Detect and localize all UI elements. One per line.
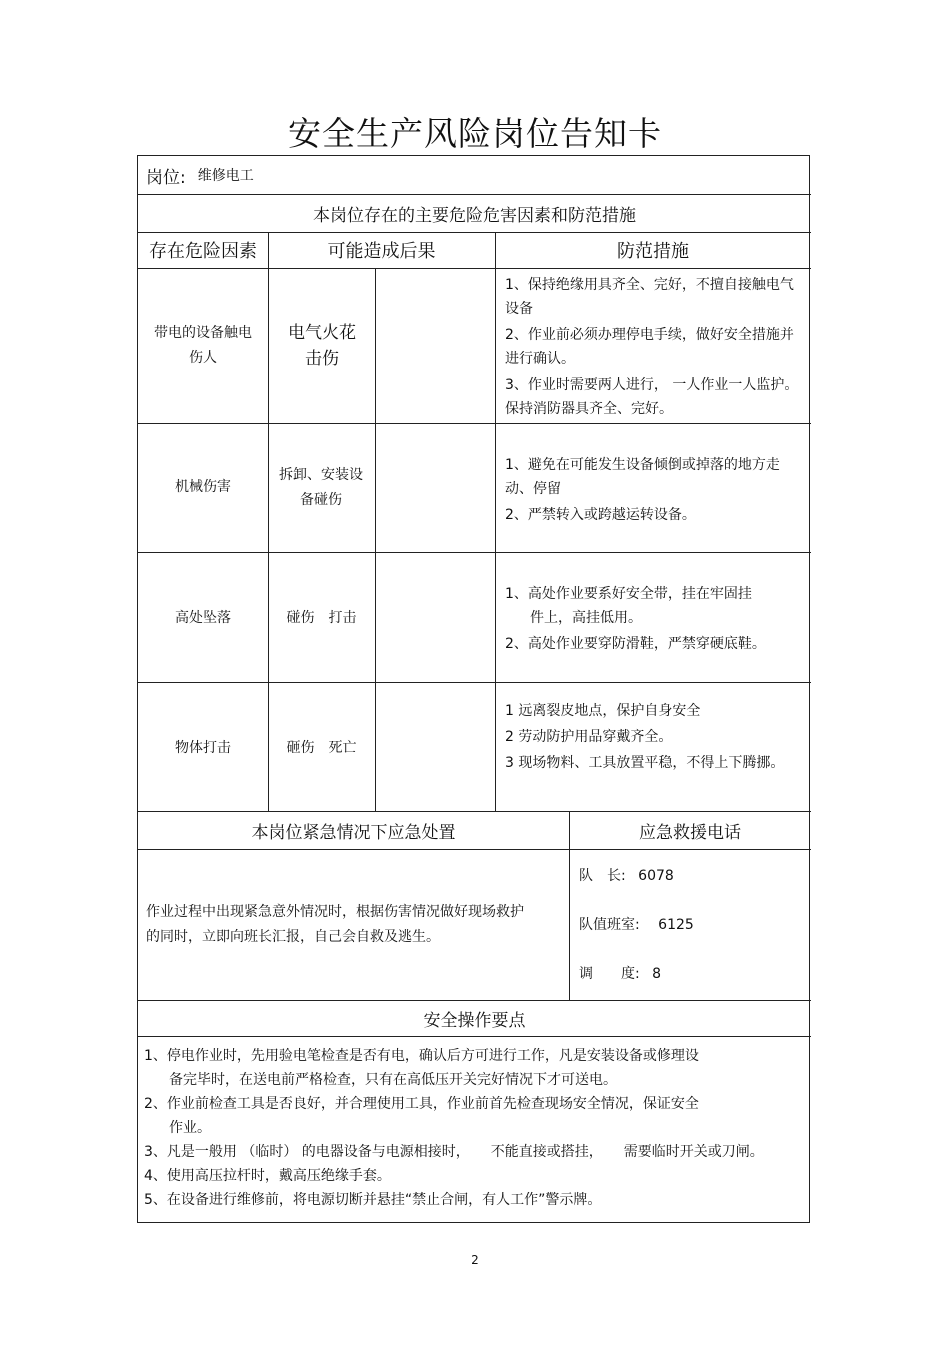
phone-label: 队值班室: (579, 917, 640, 933)
phone-item (579, 865, 799, 914)
divider (138, 1036, 811, 1037)
hazards-section-header: 本岗位存在的主要危险危害因素和防范措施 (313, 205, 636, 226)
hazard-consequence: 电气火花击伤 (288, 322, 356, 369)
header-consequence: 可能造成后果 (327, 241, 436, 262)
hazard-measures (505, 582, 805, 658)
card-title: 安全生产风险岗位告知卡 (288, 114, 662, 153)
hazard-consequence: 碰伤 打击 (286, 610, 357, 626)
phone-number: 6125 (658, 917, 694, 933)
phone-label: 调 度: (579, 966, 640, 982)
phone-number: 6078 (638, 868, 674, 884)
measure-item: 3 现场物料、工具放置平稳，不得上下腾挪。 (505, 755, 785, 771)
safety-rule: 备完毕时，在送电前严格检查，只有在高低压开关完好情况下才可送电。 (169, 1072, 617, 1088)
hazard-factor: 高处坠落 (175, 610, 231, 626)
safety-rule: 1、停电作业时，先用验电笔检查是否有电，确认后方可进行工作，凡是安装设备或修理设 (144, 1048, 699, 1064)
post-row (146, 156, 254, 194)
safety-rule: 作业。 (169, 1120, 211, 1136)
divider (138, 849, 811, 850)
phone-item (579, 914, 799, 963)
hazard-consequence: 拆卸、安装设备碰伤 (279, 466, 363, 508)
phone-number: 8 (652, 966, 662, 982)
hazard-factor: 带电的设备触电伤人 (154, 324, 252, 366)
safety-rules (144, 1044, 809, 1212)
phones-list (579, 865, 799, 1012)
phone-label: 队 长: (579, 868, 626, 884)
hazard-consequence: 砸伤 死亡 (286, 739, 357, 756)
hazard-factor: 机械伤害 (175, 479, 231, 495)
measure-item: 2、严禁转入或跨越运转设备。 (505, 507, 696, 523)
measure-item: 1、高处作业要系好安全带，挂在牢固挂 (505, 586, 752, 602)
measure-item: 1 远离裂皮地点，保护自身安全 (505, 703, 701, 719)
header-measures: 防范措施 (617, 241, 689, 262)
safety-rule: 3、凡是一般用 （临时） 的电器设备与电源相接时， 不能直接或搭挂， 需要临时开关或刀闸。 (144, 1144, 764, 1160)
safety-rule: 5、在设备进行维修前，将电源切断并悬挂“禁止合闸，有人工作”警示牌。 (144, 1192, 602, 1208)
measure-item: 1、避免在可能发生设备倾倒或掉落的地方走动、停留 (505, 457, 780, 497)
safety-rule: 4、使用高压拉杆时，戴高压绝缘手套。 (144, 1168, 391, 1184)
hazard-measures (505, 453, 805, 529)
measure-item: 2、作业前必须办理停电手续，做好安全措施并进行确认。 (505, 327, 794, 367)
measure-item: 3、作业时需要两人进行， 一人作业一人监护。保持消防器具齐全、完好。 (505, 377, 799, 417)
risk-notice-card (137, 155, 810, 1223)
emergency-header: 本岗位紧急情况下应急处置 (251, 822, 456, 843)
post-value: 维修电工 (197, 168, 254, 184)
page-number: 2 (471, 1253, 479, 1267)
phones-header: 应急救援电话 (639, 822, 741, 843)
hazard-measures (505, 699, 785, 777)
safety-rule: 2、作业前检查工具是否良好，并合理使用工具，作业前首先检查现场安全情况，保证安全 (144, 1096, 699, 1112)
divider (375, 268, 376, 811)
measure-item: 1、保持绝缘用具齐全、完好，不擅自接触电气设备 (505, 277, 794, 317)
measure-item: 2 劳动防护用品穿戴齐全。 (505, 729, 673, 745)
post-label: 岗位: (146, 167, 186, 188)
divider (495, 232, 496, 811)
header-factor: 存在危险因素 (149, 241, 257, 262)
safety-header: 安全操作要点 (423, 1010, 526, 1031)
hazard-measures (505, 273, 805, 423)
hazard-factor: 物体打击 (175, 739, 231, 756)
measure-item: 2、高处作业要穿防滑鞋，严禁穿硬底鞋。 (505, 636, 766, 652)
measure-item: 件上，高挂低用。 (530, 610, 642, 626)
emergency-text: 作业过程中出现紧急意外情况时，根据伤害情况做好现场救护的同时，立即向班长汇报，自己会自救及逃生。 (146, 904, 524, 945)
